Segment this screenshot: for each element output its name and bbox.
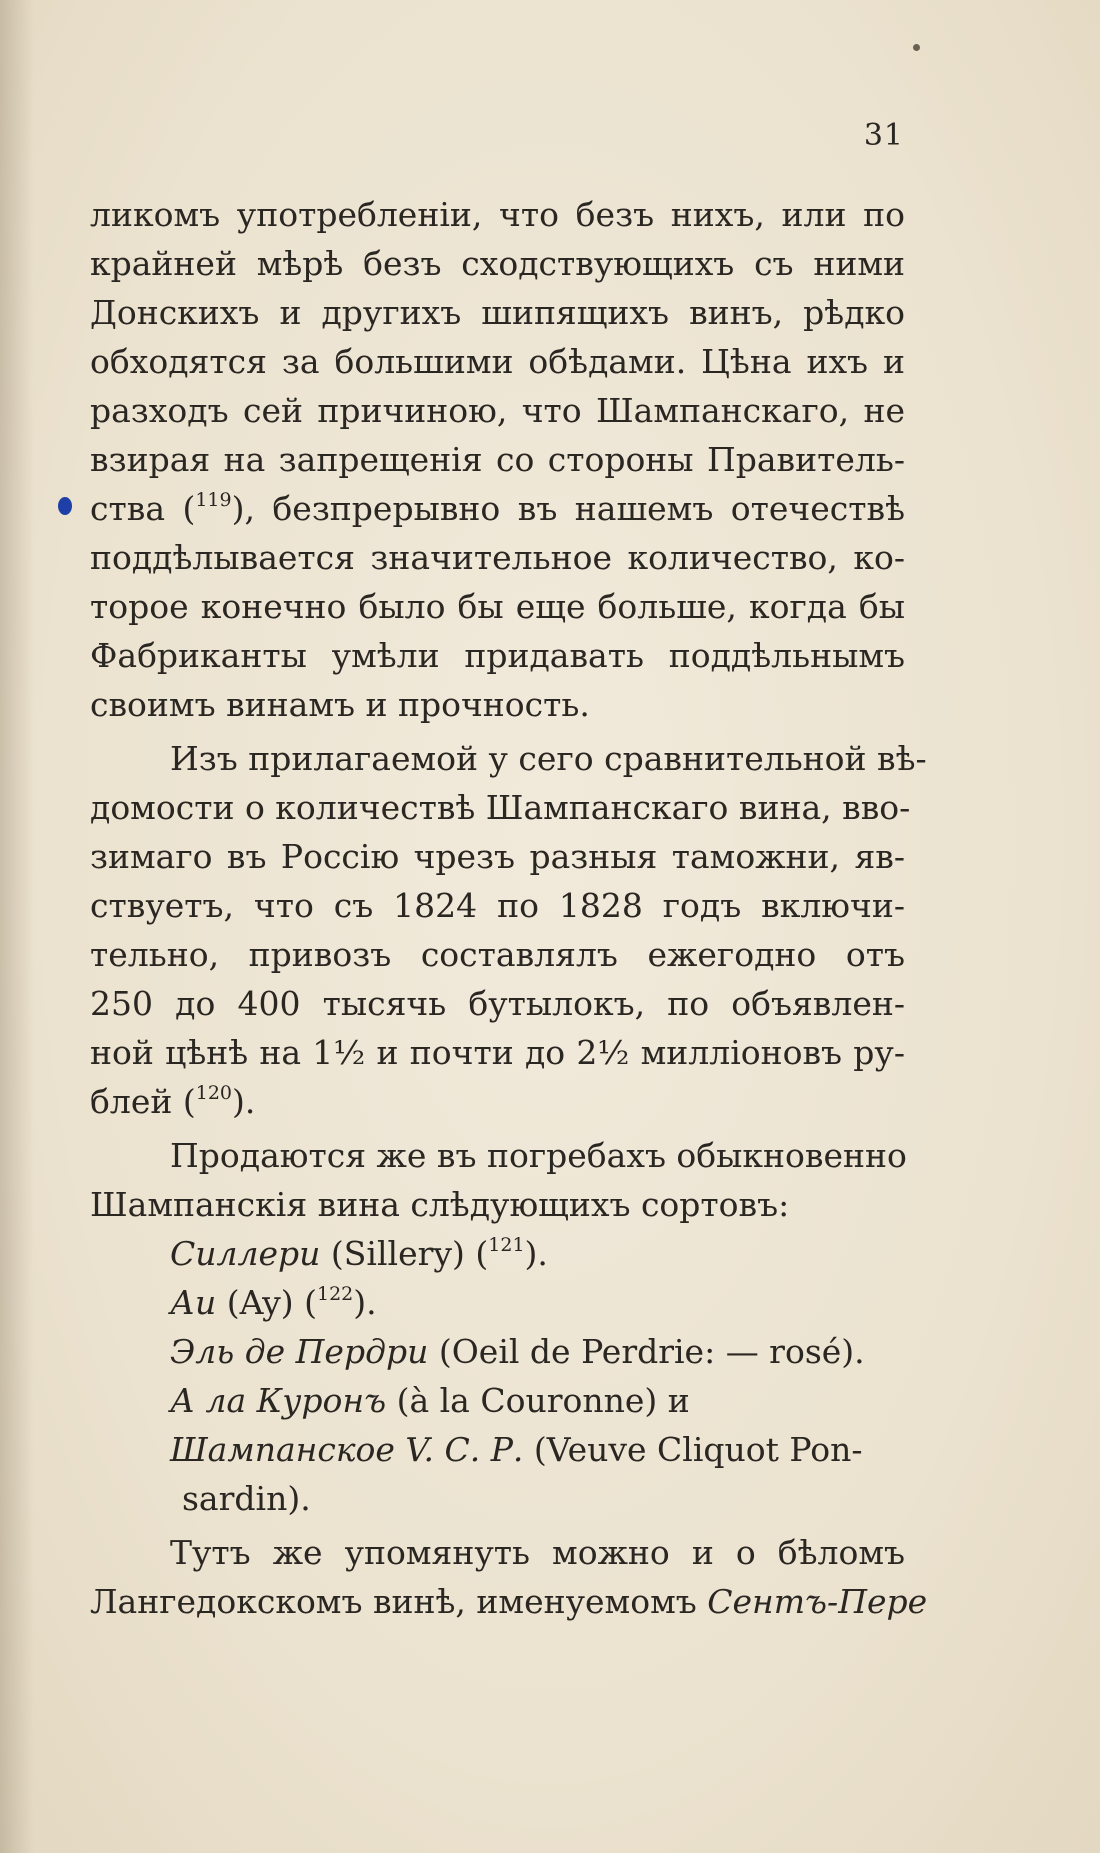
page-fold-shadow [0,0,34,1853]
text-line [90,784,911,832]
text-run: взирая на запрещенія со стороны Правитель- [90,440,905,479]
text-run: (Oeil de Perdrie: — rosé). [428,1332,865,1371]
italic-text: Сентъ-Пере [707,1582,928,1621]
text-run: обходятся за большими обѣдами. Цѣна ихъ и [90,342,905,381]
list-item [170,1279,905,1327]
text-line [90,191,905,239]
text-run: домости о количествѣ Шампанскаго вина, вво- [90,788,911,827]
text-run: ной цѣнѣ на 1½ и почти до 2½ милліоновъ ру- [90,1033,905,1072]
text-line [90,681,905,729]
list-item [170,1377,905,1425]
text-run: (Ay) ( [216,1283,317,1322]
ink-speck [913,44,920,51]
text-line [90,240,905,288]
text-line [90,882,905,930]
footnote-ref: 120 [195,1082,232,1104]
footnote-ref: 122 [317,1283,354,1305]
text-run: Донскихъ и другихъ шипящихъ винъ, рѣдко [90,293,905,332]
text-run: поддѣлывается значительное количество, ко- [90,538,905,577]
list-item [170,1230,905,1278]
text-line [90,289,905,337]
text-run: (Sillery) ( [320,1234,489,1273]
italic-text: Эль де Пердри [170,1332,429,1371]
text-line [90,931,905,979]
text-line [90,436,905,484]
text-run: 250 до 400 тысячь бутылокъ, по объявлен- [90,984,905,1023]
list-item [170,1426,905,1474]
text-run: Изъ прилагаемой у сего сравнительной вѣ- [170,739,927,778]
text-run: ства ( [90,489,196,528]
italic-text: А ла Куронъ [170,1381,387,1420]
list-item [170,1328,905,1376]
text-run: тельно, привозъ составлялъ ежегодно отъ [90,935,905,974]
text-line [90,1029,905,1077]
text-line [90,980,905,1028]
list-item-continuation [182,1475,905,1523]
text-line [90,583,905,631]
text-run: разходъ сей причиною, что Шампанскаго, не [90,391,905,430]
text-run: Лангедокскомъ винѣ, именуемомъ [90,1582,708,1621]
text-run: зимаго въ Россію чрезъ разныя таможни, яв- [90,837,905,876]
text-run: ликомъ употребленіи, что безъ нихъ, или по [90,195,905,234]
page-number: 31 [863,118,904,153]
text-run: (à la Couronne) и [386,1381,690,1420]
text-run: sardin). [182,1479,311,1518]
footnote-ref: 121 [488,1234,525,1256]
text-run: Фабриканты умѣли придавать поддѣльнымъ [90,636,905,675]
text-run: торое конечно было бы еще больше, когда бы [90,587,905,626]
text-run: ). [524,1234,548,1273]
text-line [170,1529,905,1577]
text-run: ). [353,1283,377,1322]
text-line [90,338,905,386]
text-run: (Veuve Cliquot Pon- [523,1430,863,1469]
footnote-ref: 119 [195,489,232,511]
text-run: блей ( [90,1082,196,1121]
text-line [90,534,905,582]
text-run: ), безпрерывно въ нашемъ отечествѣ [231,489,905,528]
italic-text: Аи [170,1283,217,1322]
text-line [170,735,927,783]
text-line [90,632,905,680]
text-run: своимъ винамъ и прочность. [90,685,590,724]
text-line [90,1578,928,1626]
text-run: Тутъ же упомянуть можно и о бѣломъ [170,1533,905,1572]
text-run: Шампанскія вина слѣдующихъ сортовъ: [90,1185,790,1224]
text-run: крайней мѣрѣ безъ сходствующихъ съ ними [90,244,905,283]
text-line [90,833,905,881]
text-line [90,387,905,435]
text-line [170,1132,905,1180]
text-line [90,485,905,533]
text-run: ). [232,1082,256,1121]
italic-text: Шампанское V. С. Р. [170,1430,524,1469]
text-run: Продаются же въ погребахъ обыкновенно [170,1136,907,1175]
text-line [90,1181,905,1229]
text-line [90,1078,905,1126]
italic-text: Силлери [170,1234,321,1273]
text-run: ствуетъ, что съ 1824 по 1828 годъ включи- [90,886,905,925]
margin-ink-mark [58,497,72,515]
